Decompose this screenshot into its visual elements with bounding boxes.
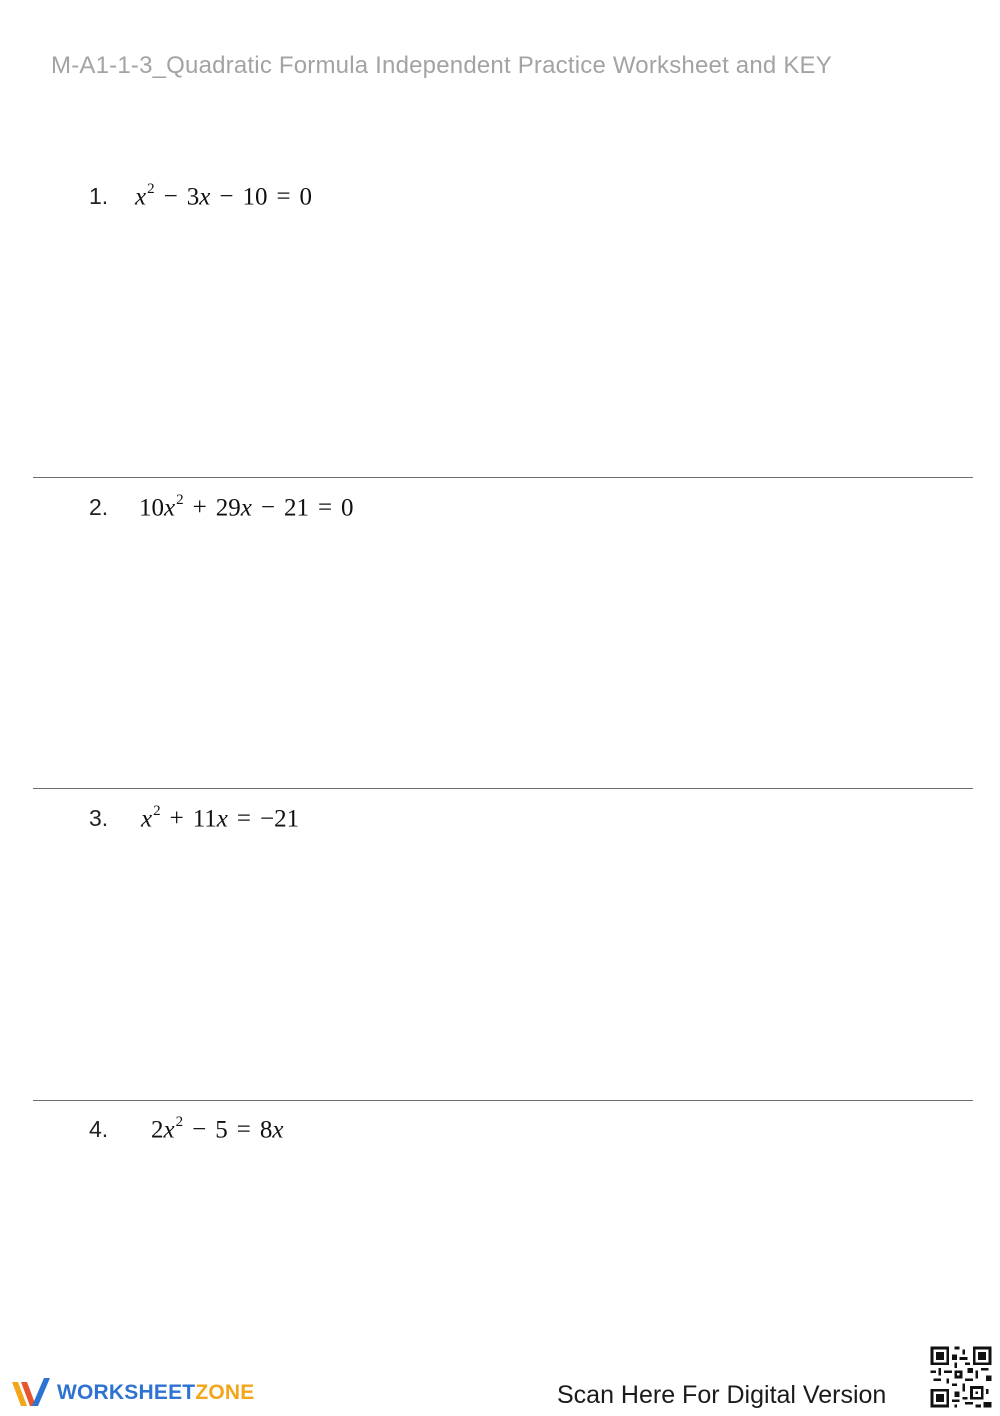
math-number: 21 <box>283 494 309 522</box>
problem-number: 3. <box>89 805 109 832</box>
problem-4 <box>89 1116 283 1150</box>
problem-3 <box>89 805 299 839</box>
problem-1 <box>89 183 312 217</box>
math-number: 10 <box>242 183 268 211</box>
problem-number: 4. <box>89 1116 109 1143</box>
math-variable: x <box>163 1116 175 1144</box>
math-number: 0 <box>299 183 313 211</box>
problem-number: 1. <box>89 183 109 210</box>
math-operator: = <box>276 183 291 211</box>
math-exponent: 2 <box>147 181 155 197</box>
math-exponent: 2 <box>153 803 161 819</box>
problem-2 <box>89 494 354 528</box>
math-variable: x <box>272 1116 284 1144</box>
problem-equation <box>139 494 354 522</box>
worksheet-zone-logo-icon <box>10 1376 52 1410</box>
problem-number: 2. <box>89 494 109 521</box>
math-number: 29 <box>215 494 241 522</box>
problem-equation <box>135 183 312 211</box>
math-number: 3 <box>186 183 200 211</box>
math-operator: = <box>236 805 252 833</box>
math-exponent: 2 <box>176 492 184 508</box>
math-operator: − <box>260 494 275 522</box>
math-variable: x <box>135 183 147 211</box>
logo-text-zone: ZONE <box>195 1381 255 1404</box>
divider <box>33 477 973 478</box>
math-variable: x <box>199 183 211 211</box>
math-exponent: 2 <box>175 1114 184 1130</box>
math-number: 0 <box>341 494 354 522</box>
math-variable: x <box>240 494 252 522</box>
math-number: 2 <box>151 1116 164 1144</box>
math-number: 8 <box>259 1116 273 1144</box>
math-variable: x <box>216 805 228 833</box>
math-variable: x <box>141 805 153 833</box>
math-number: 5 <box>215 1116 228 1144</box>
logo-text-worksheet: WORKSHEET <box>57 1381 196 1404</box>
math-number: 10 <box>139 494 164 522</box>
math-operator: − <box>219 183 234 211</box>
divider <box>33 1100 973 1101</box>
math-operator: + <box>169 805 184 833</box>
math-variable: x <box>164 494 176 522</box>
math-operator: − <box>192 1116 207 1144</box>
math-operator: − <box>163 183 178 211</box>
problem-equation <box>151 1116 283 1144</box>
scan-instruction: Scan Here For Digital Version <box>557 1381 887 1409</box>
math-number: 11 <box>192 805 217 833</box>
page-title: M-A1-1-3_Quadratic Formula Independent Practice Worksheet and KEY <box>51 52 832 79</box>
problem-equation <box>141 805 299 833</box>
divider <box>33 788 973 789</box>
math-operator: + <box>192 494 207 522</box>
qr-code-icon[interactable] <box>928 1344 994 1410</box>
worksheet-zone-logo[interactable] <box>10 1376 254 1410</box>
math-operator: = <box>236 1116 251 1144</box>
math-operator: = <box>317 494 333 522</box>
math-number: −21 <box>260 805 300 833</box>
